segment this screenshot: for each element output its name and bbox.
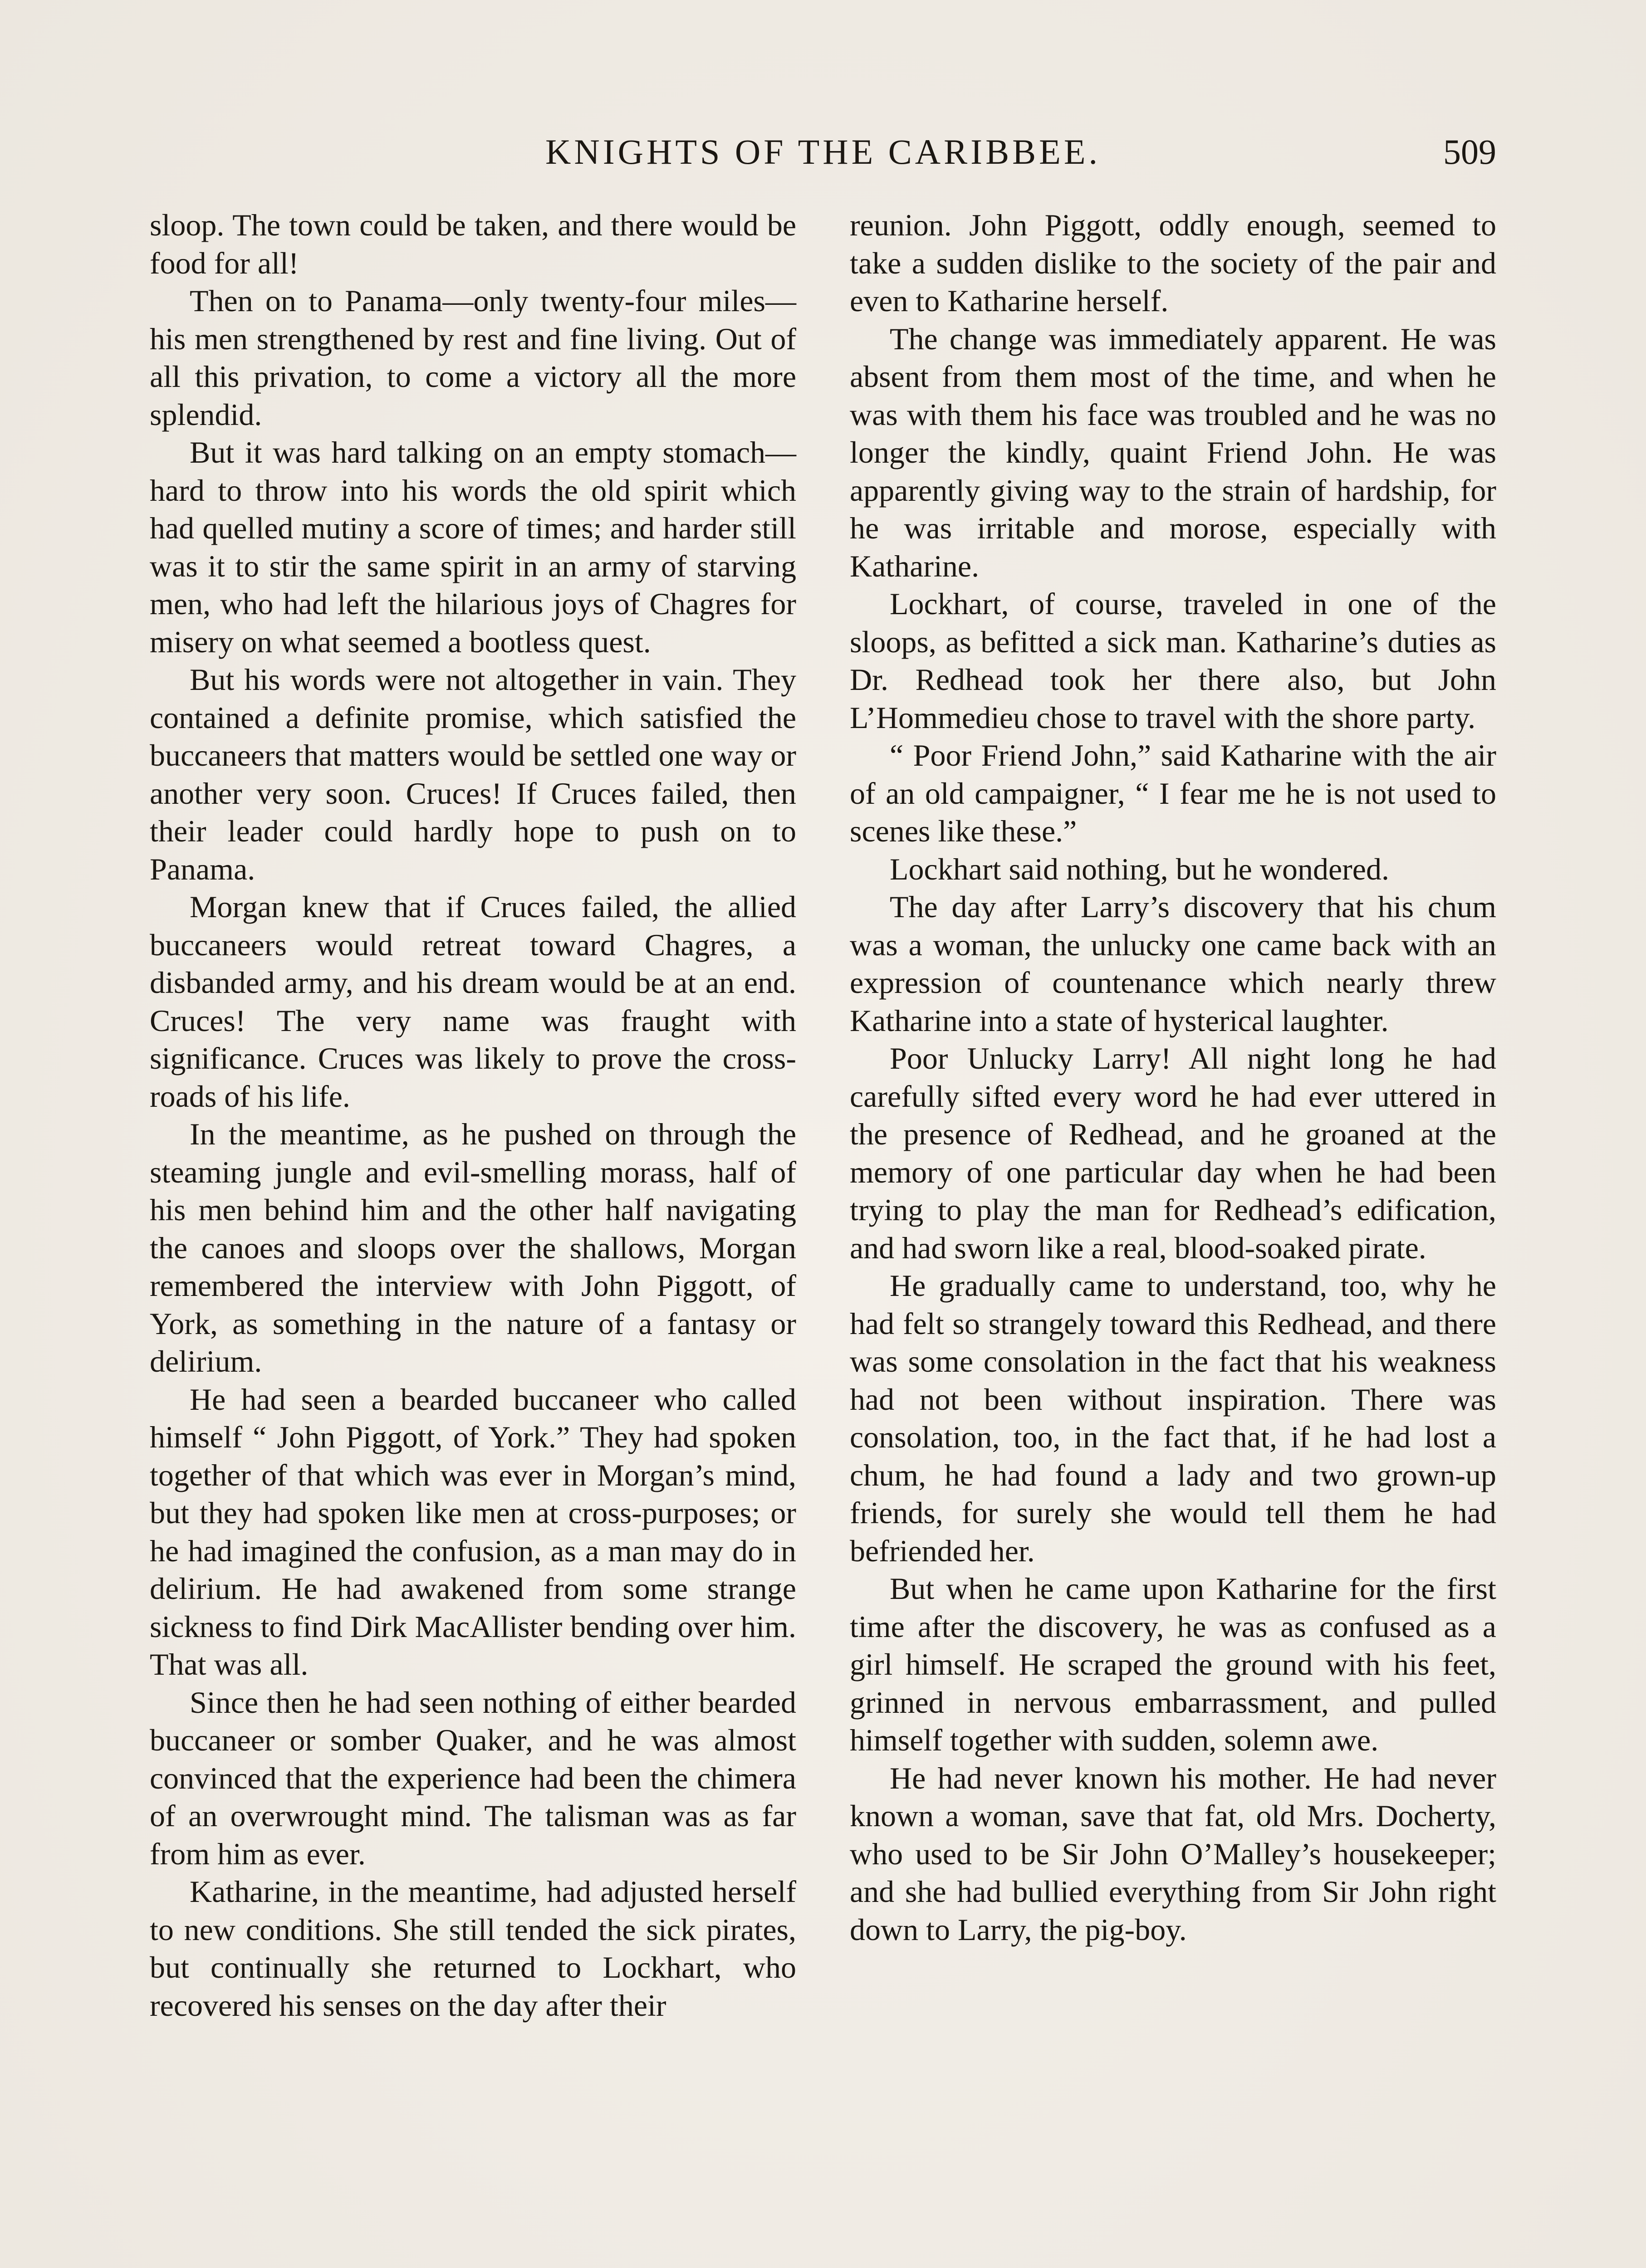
page-header <box>150 127 1496 177</box>
paragraph: Katharine, in the meantime, had adjusted herself to new conditions. She still tended the sick pirates, but continually she returned to Lockhart, who recovered his senses on the day after their <box>150 1874 796 2023</box>
page-number: 509 <box>1443 132 1496 171</box>
paragraph: In the meantime, as he pushed on through the steaming jungle and evil-smelling morass, half of his men behind him and the other half navigating the canoes and sloops over the shallows, Morgan remembered the interview with John Piggott, of York, as something in the nature of a fantasy or delirium. <box>150 1117 796 1378</box>
paragraph: He gradually came to understand, too, why he had felt so strangely toward this Redhead, and there was some consolation in the fact that his weakness had not been without inspiration. There was consolation, too, in the fact that, if he had lost a chum, he had found a lady and two grown-up friends, for surely she would tell them he had befriended her. <box>850 1268 1496 1568</box>
paragraph: But his words were not altogether in vain. They contained a definite promise, which satisfied the buccaneers that matters would be settled one way or another very soon. Cruces! If Cruces failed, then their leader could hardly hope to push on to Panama. <box>150 662 796 886</box>
running-title: KNIGHTS OF THE CARIBBEE. <box>545 132 1101 171</box>
paragraph: The change was immediately apparent. He was absent from them most of the time, and when he was with them his face was troubled and he was no longer the kindly, quaint Friend John. He was apparently giving way to the strain of hardship, for he was irritable and morose, especially with Katharine. <box>850 321 1496 583</box>
paragraph: But when he came upon Katharine for the first time after the discovery, he was as confused as a girl himself. He scraped the ground with his feet, grinned in nervous embarrassment, and pulled himself together with sudden, solemn awe. <box>850 1571 1496 1757</box>
paragraph: The day after Larry’s discovery that his chum was a woman, the unlucky one came back with an expression of countenance which nearly threw Katharine into a state of hysterical laughter. <box>850 890 1496 1038</box>
left-column <box>150 206 796 2268</box>
paragraph: He had never known his mother. He had never known a woman, save that fat, old Mrs. Docherty, who used to be Sir John O’Malley’s housekeeper; and she had bullied everything from Sir John right down to Larry, the pig-boy. <box>850 1760 1496 1947</box>
paragraph: Lockhart said nothing, but he wondered. <box>890 851 1389 886</box>
paragraph: “ Poor Friend John,” said Katharine with the air of an old campaigner, “ I fear me he is not used to scenes like these.” <box>850 738 1496 848</box>
right-column <box>850 206 1496 2268</box>
paragraph: Then on to Panama—only twenty-four miles—his men strengthened by rest and fine living. Out of all this privation, to come a victory all the more splendid. <box>150 284 796 432</box>
text-columns <box>150 206 1496 2268</box>
paragraph: sloop. The town could be taken, and there would be food for all! <box>150 208 796 280</box>
paragraph: Lockhart, of course, traveled in one of the sloops, as befitted a sick man. Katharine’s duties as Dr. Redhead took her there also, but John L’Hommedieu chose to travel with the shore party. <box>850 587 1496 735</box>
paragraph: Poor Unlucky Larry! All night long he had carefully sifted every word he had ever uttered in the presence of Redhead, and he groaned at the memory of one particular day when he had been trying to play the man for Redhead’s edification, and had sworn like a real, blood-soaked pirate. <box>850 1041 1496 1265</box>
paragraph: Morgan knew that if Cruces failed, the allied buccaneers would retreat toward Chagres, a disbanded army, and his dream would be at an end. Cruces! The very name was fraught with significance. Cruces was likely to prove the cross-roads of his life. <box>150 890 796 1114</box>
paragraph: Since then he had seen nothing of either bearded buccaneer or somber Quaker, and he was almost convinced that the experience had been the chimera of an overwrought mind. The talisman was as far from him as ever. <box>150 1685 796 1871</box>
paragraph: He had seen a bearded buccaneer who called himself “ John Piggott, of York.” They had spoken together of that which was ever in Morgan’s mind, but they had spoken like men at cross-purposes; or he had imagined the confusion, as a man may do in delirium. He had awakened from some strange sickness to find Dirk MacAllister bending over him. That was all. <box>150 1382 796 1681</box>
paragraph: reunion. John Piggott, oddly enough, seemed to take a sudden dislike to the society of the pair and even to Katharine herself. <box>850 208 1496 318</box>
paragraph: But it was hard talking on an empty stomach—hard to throw into his words the old spirit which had quelled mutiny a score of times; and harder still was it to stir the same spirit in an army of starving men, who had left the hilarious joys of Chagres for misery on what seemed a bootless quest. <box>150 435 796 659</box>
